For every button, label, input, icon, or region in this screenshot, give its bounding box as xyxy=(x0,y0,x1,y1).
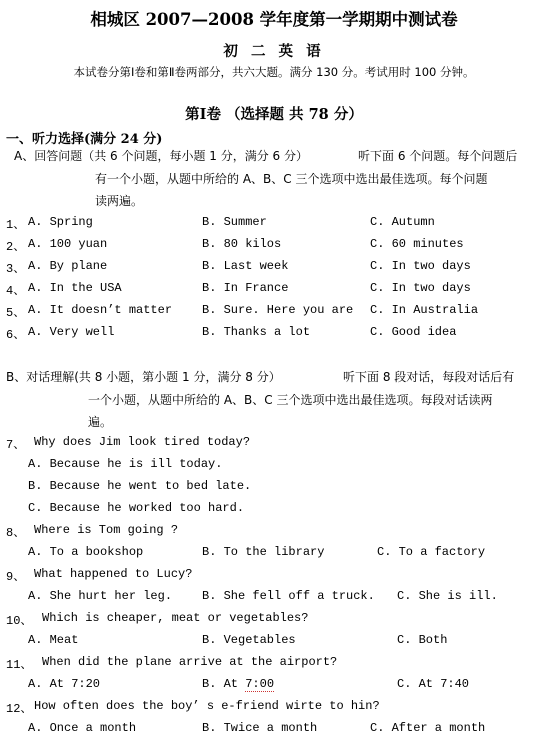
item-2-num: 2、 xyxy=(6,240,26,254)
q7-text: Why does Jim look tired today? xyxy=(34,435,251,449)
item-4-option-b: B. In France xyxy=(202,281,289,295)
q9-num: 9、 xyxy=(6,570,26,584)
q7-option-b: B. Because he went to bed late. xyxy=(28,479,252,493)
q12-option-a: A. Once a month xyxy=(28,721,137,735)
q10-option-b: B. Vegetables xyxy=(202,633,296,647)
item-4-option-c: C. In two days xyxy=(370,281,471,295)
item-6-option-c: C. Good idea xyxy=(370,325,457,339)
exam-intro: 本试卷分第Ⅰ卷和第Ⅱ卷两部分，共六大题。满分 130 分。考试用时 100 分钟。 xyxy=(73,65,475,79)
q10-option-c: C. Both xyxy=(397,633,448,647)
item-2-option-a: A. 100 yuan xyxy=(28,237,108,251)
item-3-option-a: A. By plane xyxy=(28,259,108,273)
q12-option-c: C. After a month xyxy=(370,721,486,735)
item-6-option-a: A. Very well xyxy=(28,325,115,339)
q7-option-a: A. Because he is ill today. xyxy=(28,457,223,471)
sectionA-line1-rest: 听下面 6 个问题。每个问题后 xyxy=(358,149,518,163)
q8-option-b: B. To the library xyxy=(202,545,325,559)
q10-text: Which is cheaper, meat or vegetables? xyxy=(42,611,309,625)
sectionB-line3: 遍。 xyxy=(88,415,113,429)
section1-heading: 一、听力选择(满分 24 分) xyxy=(6,132,163,147)
q12-option-b: B. Twice a month xyxy=(202,721,318,735)
q11-option-b-prefix: B. At xyxy=(202,677,246,691)
item-5-option-a: A. It doesn’t matter xyxy=(28,303,173,317)
q12-text: How often does the boy’ s e-friend wirte to hin? xyxy=(34,699,380,713)
q10-num: 10、 xyxy=(6,614,33,628)
q7-num: 7、 xyxy=(6,438,26,452)
q12-num: 12、 xyxy=(6,702,33,716)
sectionA-line1-label: A、回答问题（共 6 个问题，每小题 1 分，满分 6 分） xyxy=(14,149,309,163)
sectionA-line3: 读两遍。 xyxy=(95,194,144,208)
sectionA-line2: 有一个小题，从题中所给的 A、B、C 三个选项中选出最佳选项。每个问题 xyxy=(95,172,488,186)
q10-option-a: A. Meat xyxy=(28,633,79,647)
q11-option-c: C. At 7:40 xyxy=(397,677,470,691)
item-3-num: 3、 xyxy=(6,262,26,276)
part1-title: 第Ⅰ卷 （选择题 共 78 分） xyxy=(185,106,363,123)
q11-text: When did the plane arrive at the airport? xyxy=(42,655,338,669)
item-5-option-b: B. Sure. Here you are xyxy=(202,303,354,317)
q8-num: 8、 xyxy=(6,526,26,540)
item-1-num: 1、 xyxy=(6,218,26,232)
item-6-option-b: B. Thanks a lot xyxy=(202,325,311,339)
item-3-option-c: C. In two days xyxy=(370,259,471,273)
item-2-option-b: B. 80 kilos xyxy=(202,237,282,251)
item-5-num: 5、 xyxy=(6,306,26,320)
q9-option-b: B. She fell off a truck. xyxy=(202,589,375,603)
sectionB-line1-rest: 听下面 8 段对话，每段对话后有 xyxy=(343,370,515,384)
exam-title: 相城区 2007—2008 学年度第一学期期中测试卷 xyxy=(90,10,458,29)
q11-option-a: A. At 7:20 xyxy=(28,677,101,691)
item-6-num: 6、 xyxy=(6,328,26,342)
item-4-num: 4、 xyxy=(6,284,26,298)
item-4-option-a: A. In the USA xyxy=(28,281,122,295)
q11-num: 11、 xyxy=(6,658,33,672)
sectionB-line2: 一个小题，从题中所给的 A、B、C 三个选项中选出最佳选项。每段对话读两 xyxy=(88,393,493,407)
q9-option-a: A. She hurt her leg. xyxy=(28,589,173,603)
item-2-option-c: C. 60 minutes xyxy=(370,237,464,251)
q7-option-c: C. Because he worked too hard. xyxy=(28,501,245,515)
q8-option-a: A. To a bookshop xyxy=(28,545,144,559)
q8-option-c: C. To a factory xyxy=(377,545,486,559)
item-5-option-c: C. In Australia xyxy=(370,303,479,317)
item-1-option-b: B. Summer xyxy=(202,215,267,229)
q11-option-b xyxy=(202,677,274,691)
item-1-option-c: C. Autumn xyxy=(370,215,435,229)
q9-text: What happened to Lucy? xyxy=(34,567,193,581)
q11-option-b-time: 7:00 xyxy=(245,677,275,691)
item-3-option-b: B. Last week xyxy=(202,259,289,273)
q8-text: Where is Tom going ? xyxy=(34,523,179,537)
q9-option-c: C. She is ill. xyxy=(397,589,498,603)
exam-subtitle: 初 二 英 语 xyxy=(223,43,325,60)
item-1-option-a: A. Spring xyxy=(28,215,93,229)
sectionB-line1-label: B、对话理解(共 8 小题，第小题 1 分，满分 8 分） xyxy=(6,370,281,384)
